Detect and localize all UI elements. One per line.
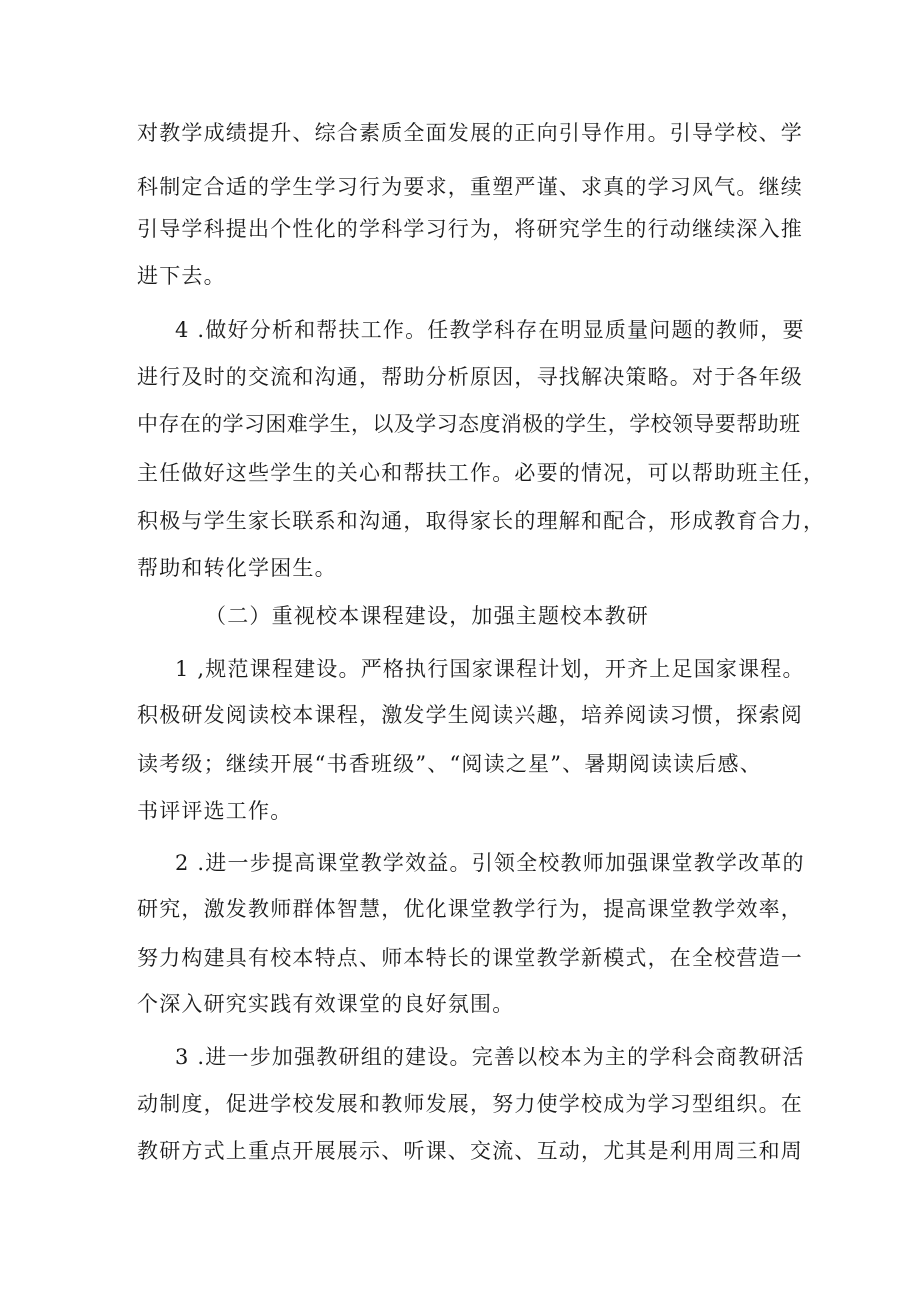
text-line: 积极研发阅读校本课程，激发学生阅读兴趣，培养阅读习惯，探索阅	[137, 703, 803, 727]
text-line: 研究，激发教师群体智慧，优化课堂教学行为，提高课堂教学效率，	[137, 897, 803, 921]
text-line: 2 .进一步提高课堂教学效益。引领全校教师加强课堂教学改革的	[175, 851, 805, 875]
text-line: 书评评选工作。	[137, 799, 293, 823]
text-line: 4 .做好分析和帮扶工作。任教学科存在明显质量问题的教师，要	[175, 318, 805, 342]
section-heading: （二）重视校本课程建设，加强主题校本教研	[205, 604, 649, 628]
text-line: 努力构建具有校本特点、师本特长的课堂教学新模式，在全校营造一	[137, 946, 803, 970]
text-line: 进下去。	[137, 264, 226, 288]
text-line: 3 .进一步加强教研组的建设。完善以校本为主的学科会商教研活	[175, 1045, 805, 1069]
text-line: 对教学成绩提升、综合素质全面发展的正向引导作用。引导学校、学	[137, 121, 803, 145]
text-line: 科制定合适的学生学习行为要求，重塑严谨、求真的学习风气。继续	[137, 175, 803, 199]
text-line: 教研方式上重点开展展示、听课、交流、互动，尤其是利用周三和周	[137, 1139, 803, 1163]
text-line: 1 ,规范课程建设。严格执行国家课程计划，开齐上足国家课程。	[175, 657, 805, 681]
text-line: 动制度，促进学校发展和教师发展，努力使学校成为学习型组织。在	[137, 1092, 803, 1116]
text-line: 进行及时的交流和沟通，帮助分析原因，寻找解决策略。对于各年级	[137, 365, 803, 389]
text-line: 读考级；继续开展“书香班级”、“阅读之星”、暑期阅读读后感、	[137, 752, 762, 776]
text-line: 个深入研究实践有效课堂的良好氛围。	[137, 992, 515, 1016]
text-line: 帮助和转化学困生。	[137, 556, 337, 580]
text-line: 主任做好这些学生的关心和帮扶工作。必要的情况，可以帮助班主任，	[137, 461, 826, 485]
text-line: 中存在的学习困难学生，以及学习态度消极的学生，学校领导要帮助班	[137, 412, 801, 436]
text-line: 引导学科提出个性化的学科学习行为，将研究学生的行动继续深入推	[137, 217, 803, 241]
text-line: 积极与学生家长联系和沟通，取得家长的理解和配合，形成教育合力，	[137, 509, 826, 533]
